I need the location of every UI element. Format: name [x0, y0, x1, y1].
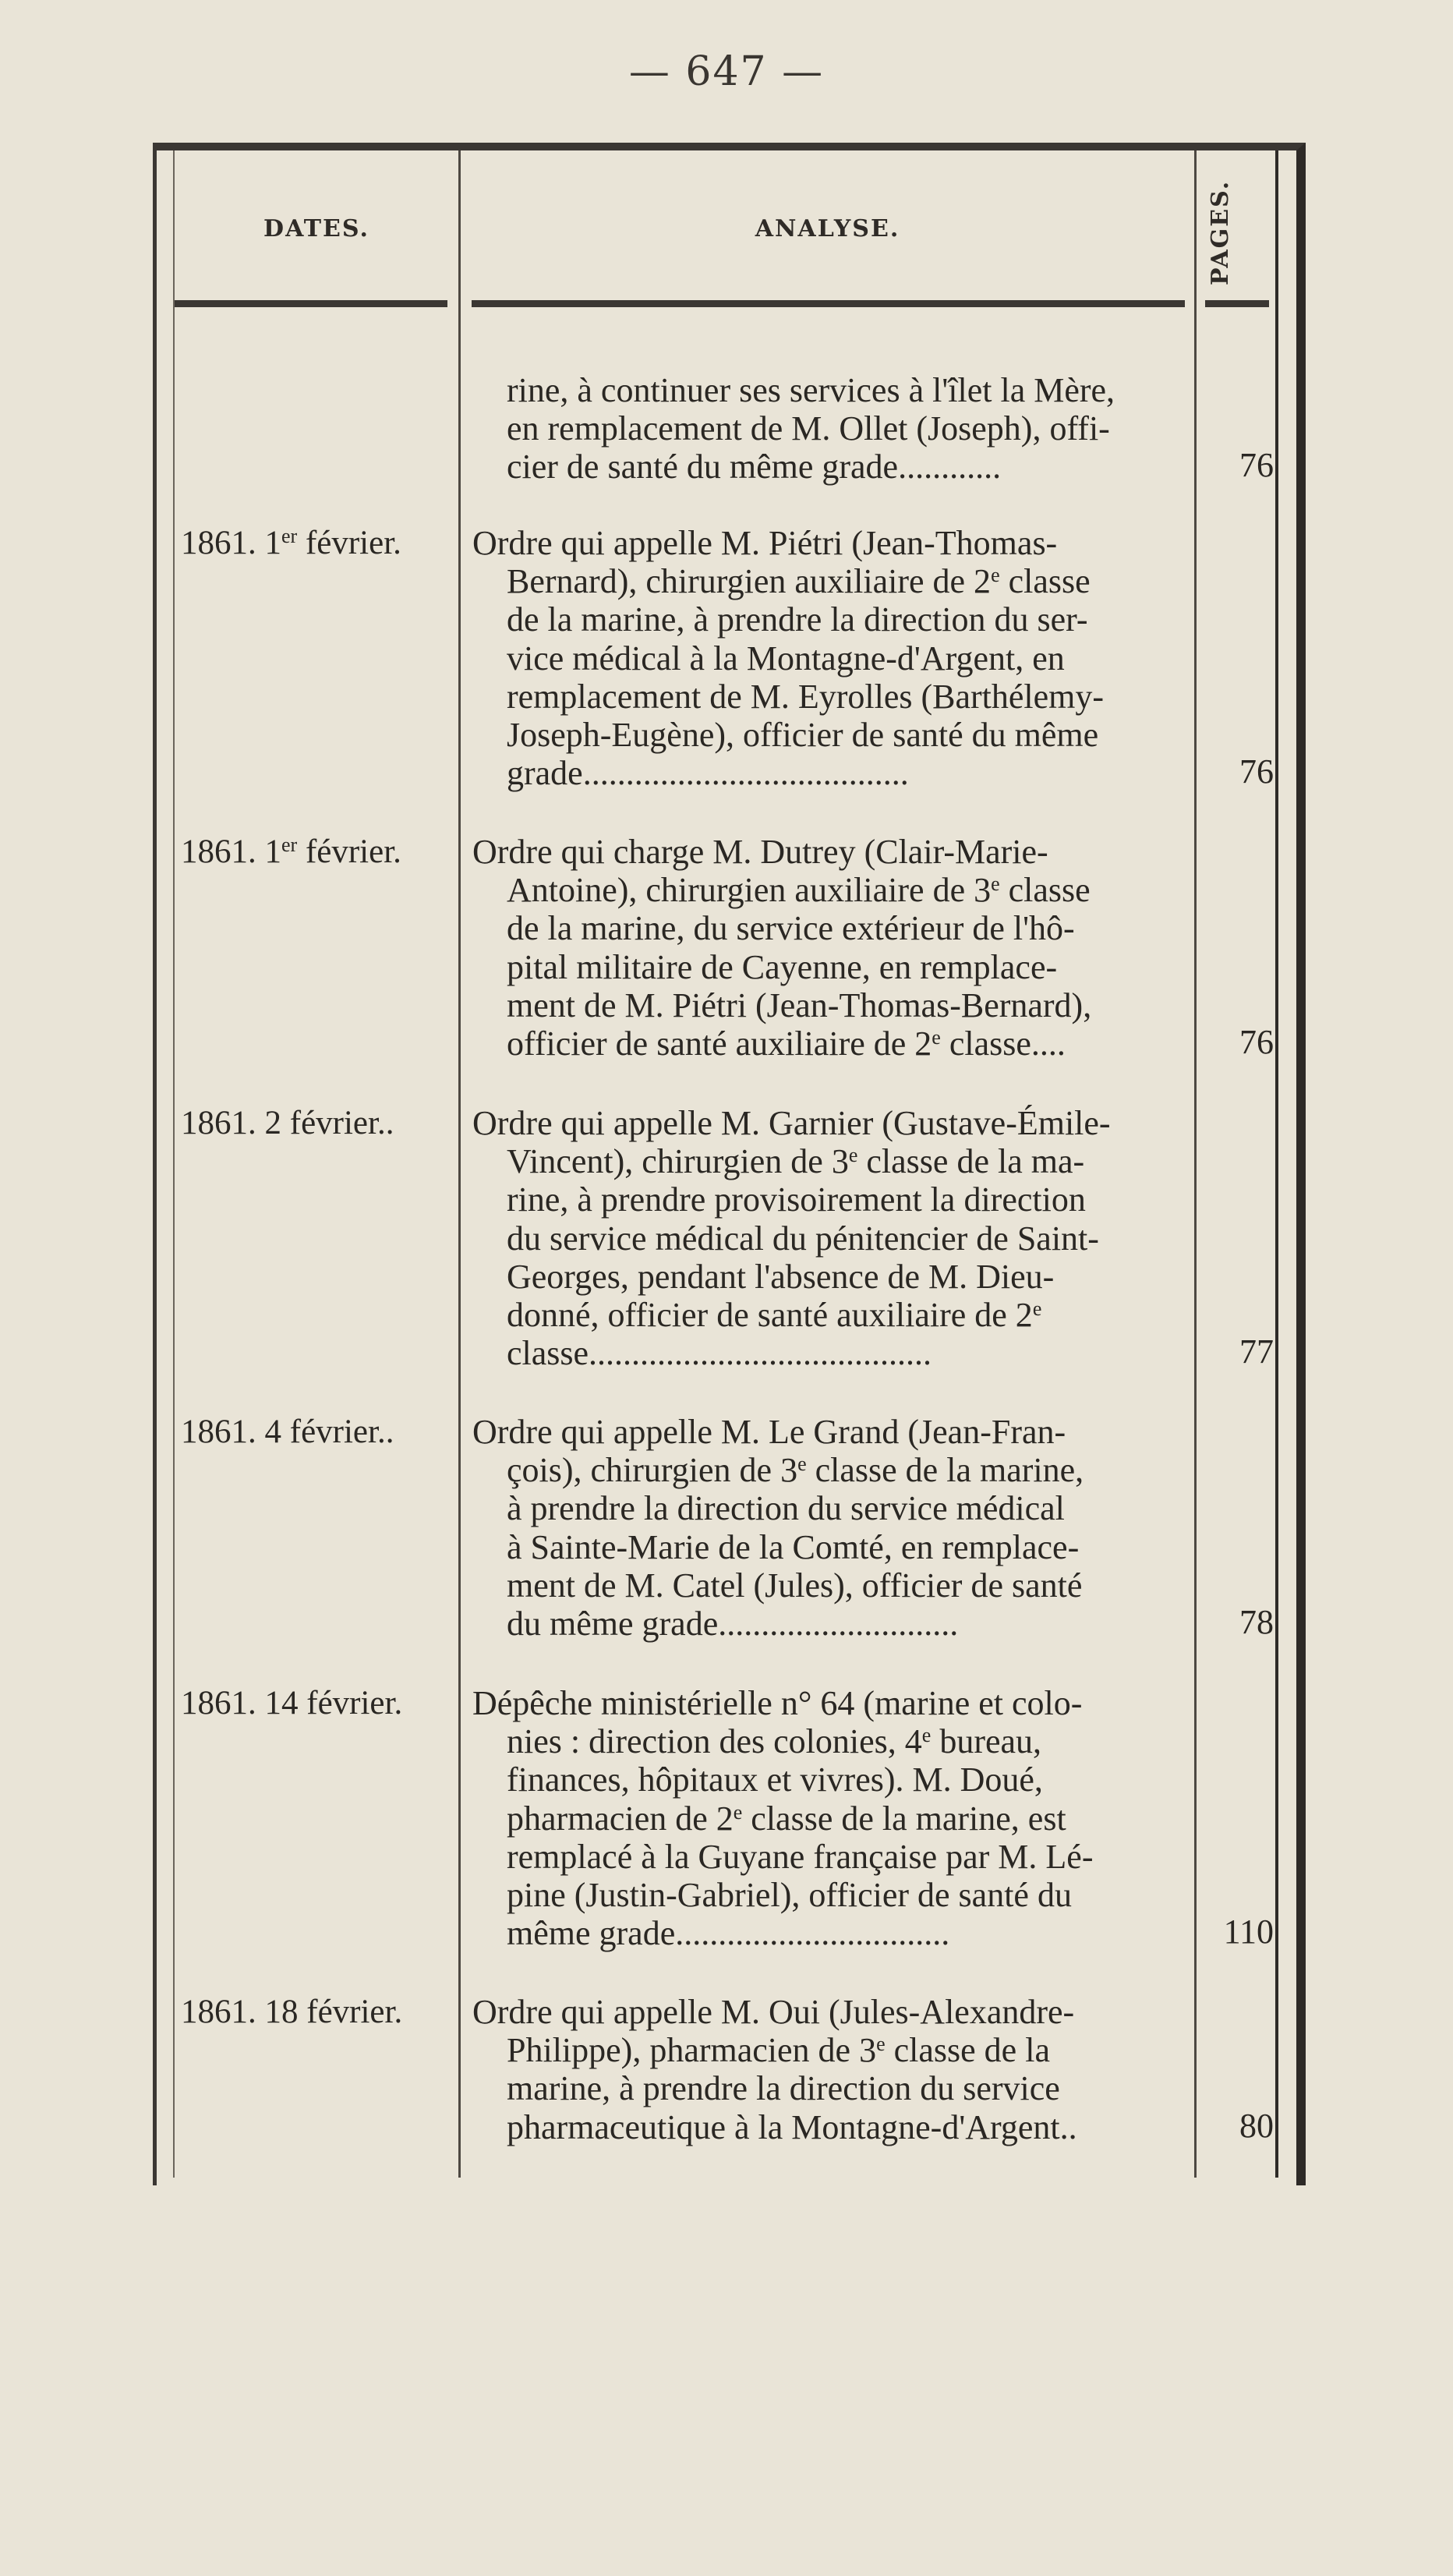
analysis-line: classe........................................ — [507, 1334, 932, 1373]
analysis-line: Dépêche ministérielle n° 64 (marine et colo- — [472, 1684, 1083, 1722]
analysis-line: à prendre la direction du service médical — [507, 1489, 1065, 1528]
analysis-line: remplacement de M. Eyrolles (Barthélemy- — [507, 677, 1105, 716]
entry-page: 77 — [1239, 1332, 1274, 1371]
analysis-line: pine (Justin-Gabriel), officier de santé du — [507, 1876, 1072, 1915]
entry-analysis — [472, 524, 1196, 792]
analysis-line: à Sainte-Marie de la Comté, en remplace- — [507, 1527, 1080, 1566]
table-inner-border — [173, 150, 175, 2178]
analysis-line: Antoine), chirurgien auxiliaire de 3e classe — [507, 871, 1091, 910]
analysis-line: Joseph-Eugène), officier de santé du même — [507, 716, 1099, 755]
analysis-line: Georges, pendant l'absence de M. Dieu- — [507, 1257, 1055, 1296]
entry-analysis — [472, 371, 1196, 487]
entry-analysis — [472, 833, 1196, 1063]
analysis-line: Ordre qui appelle M. Garnier (Gustave-Émile- — [472, 1104, 1111, 1142]
analysis-line: grade...................................... — [507, 754, 909, 793]
analysis-line: de la marine, du service extérieur de l'hô- — [507, 909, 1075, 948]
analysis-line: rine, à prendre provisoirement la direction — [507, 1180, 1086, 1219]
entry-page: 110 — [1223, 1913, 1274, 1951]
analysis-line: çois), chirurgien de 3e classe de la marine, — [507, 1451, 1084, 1490]
entry-analysis — [472, 1104, 1196, 1372]
analysis-line: Ordre qui charge M. Dutrey (Clair-Marie- — [472, 833, 1048, 871]
analysis-line: Bernard), chirurgien auxiliaire de 2e classe — [507, 562, 1091, 601]
analysis-line: finances, hôpitaux et vivres). M. Doué, — [507, 1760, 1043, 1799]
analysis-line: pharmacien de 2e classe de la marine, est — [507, 1799, 1066, 1838]
header-rule-pages — [1205, 300, 1269, 307]
entry-analysis — [472, 1684, 1196, 1952]
entry-date: 1861. 1er février. — [181, 525, 401, 561]
analysis-line: donné, officier de santé auxiliaire de 2e — [507, 1296, 1042, 1335]
analysis-line: remplacé à la Guyane française par M. Lé- — [507, 1837, 1094, 1876]
page-number: — 647 — — [628, 48, 825, 95]
analysis-line: marine, à prendre la direction du service — [507, 2069, 1060, 2108]
analysis-line: Vincent), chirurgien de 3e classe de la ma- — [507, 1142, 1085, 1181]
entry-page: 78 — [1239, 1603, 1274, 1641]
header-rule-dates — [175, 300, 447, 307]
analysis-line: en remplacement de M. Ollet (Joseph), offi- — [507, 409, 1110, 448]
column-header-analyse: ANALYSE. — [755, 215, 900, 242]
column-header-dates: DATES. — [263, 215, 369, 242]
analysis-line: officier de santé auxiliaire de 2e classe.... — [507, 1024, 1066, 1063]
analysis-line: nies : direction des colonies, 4e bureau, — [507, 1722, 1042, 1761]
analysis-line: du service médical du pénitencier de Saint- — [507, 1219, 1099, 1258]
entry-page: 76 — [1239, 446, 1274, 485]
analysis-line: Ordre qui appelle M. Oui (Jules-Alexandre- — [472, 1993, 1075, 2031]
analysis-line: même grade................................ — [507, 1914, 950, 1953]
analysis-line: Ordre qui appelle M. Piétri (Jean-Thomas- — [472, 524, 1058, 562]
analysis-line: pital militaire de Cayenne, en remplace- — [507, 947, 1058, 986]
analysis-line: rine, à continuer ses services à l'îlet la Mère, — [507, 371, 1115, 409]
analysis-line: de la marine, à prendre la direction du ser- — [507, 600, 1088, 639]
entry-page: 76 — [1239, 752, 1274, 791]
header-rule-analyse — [472, 300, 1185, 307]
entry-page: 80 — [1239, 2106, 1274, 2145]
entry-analysis — [472, 1993, 1196, 2146]
entry-date: 1861. 18 février. — [181, 1994, 403, 2030]
analysis-line: pharmaceutique à la Montagne-d'Argent.. — [507, 2107, 1077, 2146]
column-divider-dates — [458, 150, 461, 2178]
analysis-line: vice médical à la Montagne-d'Argent, en — [507, 639, 1065, 678]
entry-analysis — [472, 1413, 1196, 1643]
analysis-line: du même grade............................ — [507, 1605, 959, 1644]
analysis-line: ment de M. Catel (Jules), officier de santé — [507, 1566, 1083, 1605]
analysis-line: Philippe), pharmacien de 3e classe de la — [507, 2031, 1050, 2070]
analysis-line: cier de santé du même grade............ — [507, 448, 1002, 487]
analysis-line: ment de M. Piétri (Jean-Thomas-Bernard), — [507, 985, 1092, 1024]
entry-date: 1861. 1er février. — [181, 833, 401, 870]
entry-date: 1861. 2 février.. — [181, 1105, 394, 1141]
entry-date: 1861. 14 février. — [181, 1685, 403, 1721]
analysis-line: Ordre qui appelle M. Le Grand (Jean-Fran- — [472, 1413, 1066, 1451]
column-divider-pages — [1275, 150, 1278, 2178]
entry-date: 1861. 4 février.. — [181, 1414, 394, 1450]
entry-page: 76 — [1239, 1023, 1274, 1061]
column-header-pages: PAGES. — [1207, 179, 1234, 285]
